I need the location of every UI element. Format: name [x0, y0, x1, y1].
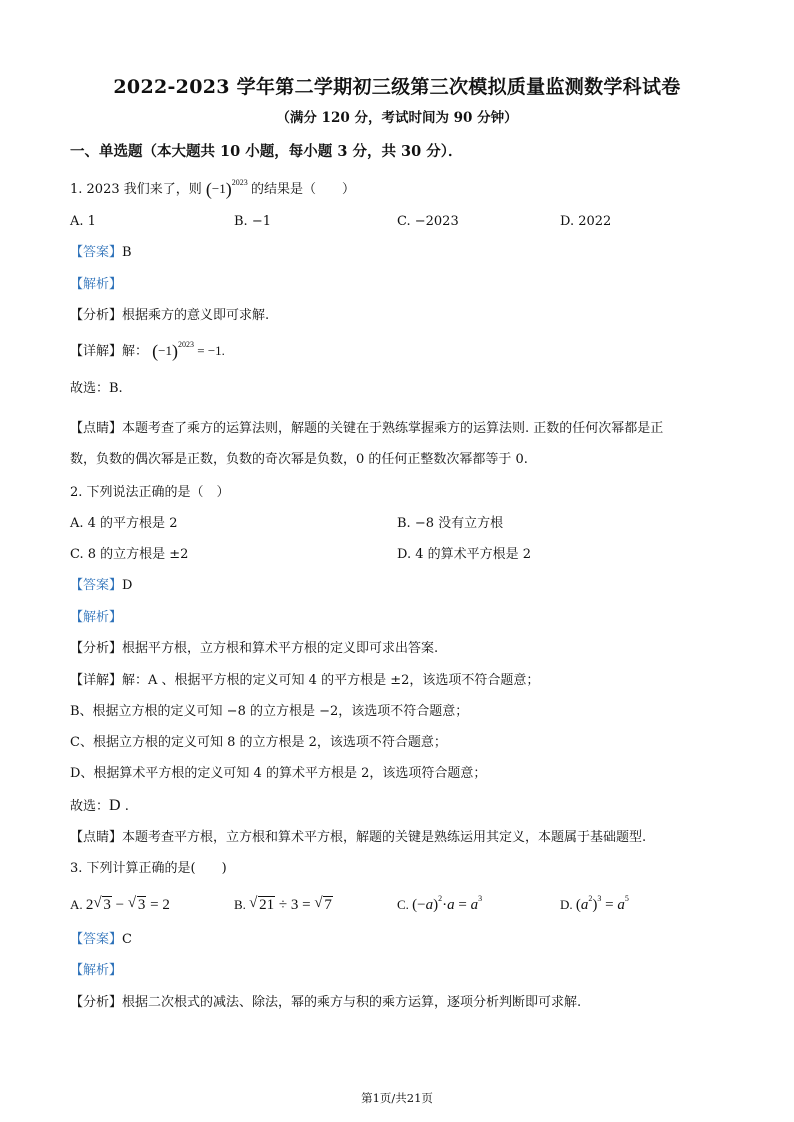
- q3-analysis-label: 【解析】: [70, 963, 123, 978]
- q1-detail-result: = −1.: [194, 343, 225, 358]
- q1-option-d: D. 2022: [560, 214, 612, 229]
- q1-detail-base: −1: [158, 343, 173, 358]
- q2-option-d: D. 4 的算术平方根是 2: [397, 547, 532, 562]
- q1-fenxi-text: 根据乘方的意义即可求解.: [122, 308, 270, 323]
- q1-comment-line2: 数，负数的偶次幂是正数，负数的奇次幂是负数，0 的任何正整数次幂都等于 0.: [70, 452, 528, 467]
- q3-fenxi-text: 根据二次根式的减法、除法，幂的乘方与积的乘方运算，逐项分析判断即可求解.: [122, 995, 582, 1010]
- q1-stem: [70, 180, 355, 199]
- q2-choose-prefix: 故选：: [70, 799, 110, 814]
- q2-detail-a: [70, 672, 539, 690]
- page-footer: 第1页/共21页: [361, 1091, 433, 1105]
- q2-comment: [70, 829, 646, 847]
- q3-option-d: D. $(a^2)^3 = a^5$: [560, 894, 629, 913]
- q1-detail-prefix: 解：: [122, 344, 149, 359]
- q2-choose: [70, 797, 129, 816]
- answer-label: 【答案】: [70, 245, 123, 260]
- q3-option-b-label: B.: [234, 897, 246, 912]
- q1-option-b: B. −1: [234, 214, 271, 229]
- exam-title: 2022-2023 学年第二学期初三级第三次模拟质量监测数学科试卷: [113, 76, 681, 98]
- answer-label: 【答案】: [70, 578, 123, 593]
- q1-stem-before: 1. 2023 我们来了，则: [70, 182, 202, 197]
- q1-option-c: C. −2023: [397, 214, 459, 229]
- comment-label: 【点睛】: [70, 830, 123, 845]
- q2-option-b: B. −8 没有立方根: [397, 516, 504, 531]
- q3-answer-value: C: [122, 932, 132, 947]
- fenxi-label: 【分析】: [70, 308, 123, 323]
- q3-option-c: C. $(-a)^2\cdot a = a^3$: [397, 894, 483, 913]
- comment-label: 【点睛】: [70, 421, 123, 436]
- q1-detail-expression: $(-1)^{2023} = -1$.: [152, 340, 225, 361]
- q1-power-expression: $(-1)^{2023}$: [205, 178, 248, 199]
- q2-fenxi: [70, 640, 438, 658]
- q1-comment-line1: [70, 420, 663, 438]
- q3-option-a-label: A.: [70, 897, 83, 912]
- q2-detail-b: B、根据立方根的定义可知 −8 的立方根是 −2，该选项不符合题意；: [70, 704, 469, 719]
- q2-stem: 2. 下列说法正确的是（ ）: [70, 485, 230, 500]
- q3-stem: 3. 下列计算正确的是( ): [70, 861, 227, 876]
- q1-exponent: 2023: [231, 178, 248, 187]
- q3-option-b: B. √ 21 ÷ 3 = √ 7: [234, 896, 333, 914]
- q2-detail-d: D、根据算术平方根的定义可知 4 的算术平方根是 2，该选项符合题意；: [70, 766, 487, 781]
- section-heading: 一、单选题（本大题共 10 小题，每小题 3 分，共 30 分）．: [70, 143, 463, 160]
- exam-subtitle: （满分 120 分，考试时间为 90 分钟）: [276, 110, 518, 126]
- q2-choose-suffix: .: [120, 799, 129, 814]
- q2-comment-text: 本题考查平方根，立方根和算术平方根，解题的关键是熟练运用其定义，本题属于基础题型.: [122, 830, 647, 845]
- q1-base: −1: [211, 181, 226, 196]
- q3-fenxi: [70, 994, 581, 1012]
- q1-analysis-label: 【解析】: [70, 277, 123, 292]
- q3-answer: [70, 931, 132, 949]
- q3-option-a: A. 2√ 3 − √ 3 = 2: [70, 896, 170, 914]
- q1-option-a: A. 1: [70, 214, 96, 229]
- q1-fenxi: [70, 307, 269, 325]
- detail-label: 【详解】: [70, 673, 123, 688]
- q2-analysis-label: 【解析】: [70, 610, 123, 625]
- q2-fenxi-text: 根据平方根，立方根和算术平方根的定义即可求出答案.: [122, 641, 439, 656]
- q2-option-c: C. 8 的立方根是 ±2: [70, 547, 189, 562]
- q2-choose-value: D: [109, 797, 121, 814]
- fenxi-label: 【分析】: [70, 641, 123, 656]
- detail-label: 【详解】: [70, 344, 123, 359]
- q1-stem-after: 的结果是（ ）: [251, 182, 356, 197]
- q3-option-c-label: C.: [397, 897, 409, 912]
- q1-answer: [70, 244, 132, 262]
- q1-comment-text: 本题考查了乘方的运算法则，解题的关键在于熟练掌握乘方的运算法则. 正数的任何次幂都是正: [122, 421, 664, 436]
- q2-detail-a-text: 解：A 、根据平方根的定义可知 4 的平方根是 ±2，该选项不符合题意；: [122, 673, 540, 688]
- q1-choose: 故选：B.: [70, 381, 123, 396]
- q2-option-a: A. 4 的平方根是 2: [70, 516, 178, 531]
- fenxi-label: 【分析】: [70, 995, 123, 1010]
- q1-answer-value: B: [122, 245, 132, 260]
- q2-answer-value: D: [122, 578, 133, 593]
- answer-label: 【答案】: [70, 932, 123, 947]
- q3-option-d-label: D.: [560, 897, 573, 912]
- q1-detail-exponent: 2023: [178, 340, 195, 349]
- q1-detail: [70, 342, 225, 361]
- q2-detail-c: C、根据立方根的定义可知 8 的立方根是 2，该选项不符合题意；: [70, 735, 447, 750]
- q2-answer: [70, 577, 132, 595]
